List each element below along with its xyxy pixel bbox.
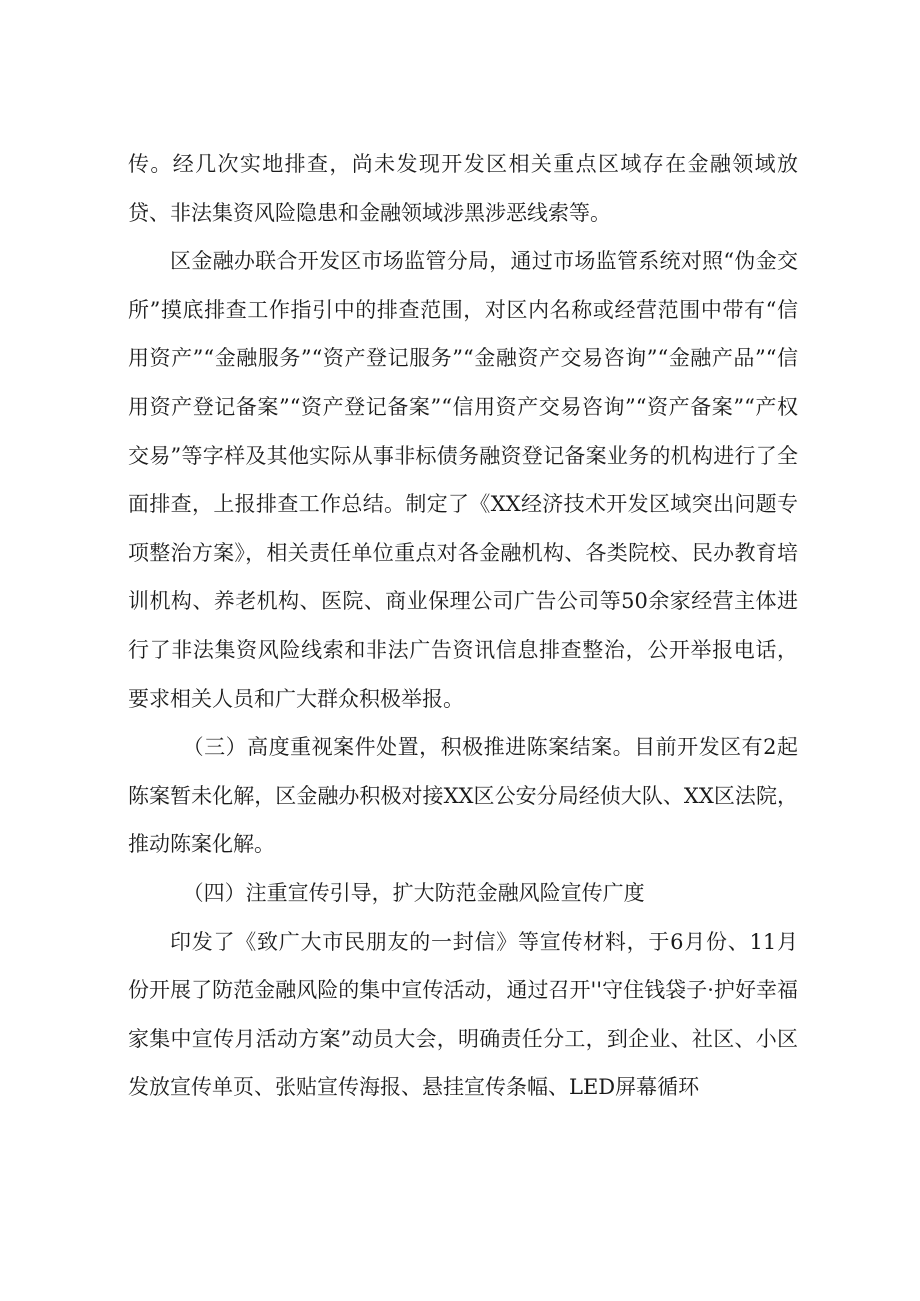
paragraph-investigation: 区金融办联合开发区市场监管分局，通过市场监管系统对照“伪金交所”摸底排查工作指引中的排查范围，对区内名称或经营范围中带有“信用资产”“金融服务”“资产登记服务”“金融资产交易咨询”“金融产品”“信用资产登记备案”“资产登记备案”“信用资产交易咨询”“资产备案”“产权交易”等字样及其他实际从事非标债务融资登记备案业务的机构进行了全面排查，上报排查工作总结。制定了《XX经济技术开发区域突出问题专项整治方案》，相关责任单位重点对各金融机构、各类院校、民办教育培训机构、养老机构、医院、商业保理公司广告公司等50余家经营主体进行了非法集资风险线索和非法广告资讯信息排查整治，公开举报电话，要求相关人员和广大群众积极举报。 [128,249,798,711]
paragraph-section-three: （三）高度重视案件处置，积极推进陈案结案。目前开发区有2起陈案暂未化解，区金融办积极对接XX区公安分局经侦大队、XX区法院，推动陈案化解。 [128,735,798,857]
paragraph-publicity: 印发了《致广大市民朋友的一封信》等宣传材料，于6月份、11月份开展了防范金融风险的集中宣传活动，通过召开''守住钱袋子·护好幸福家集中宣传月活动方案”动员大会，明确责任分工，到企业、社区、小区发放宣传单页、张贴宣传海报、悬挂宣传条幅、LED屏幕循环 [128,929,798,1100]
document-page [128,140,798,1112]
section-four-heading: （四）注重宣传引导，扩大防范金融风险宣传广度 [182,880,645,905]
paragraph-continuation: 传。经几次实地排查，尚未发现开发区相关重点区域存在金融领域放贷、非法集资风险隐患和金融领域涉黑涉恶线索等。 [128,152,798,225]
